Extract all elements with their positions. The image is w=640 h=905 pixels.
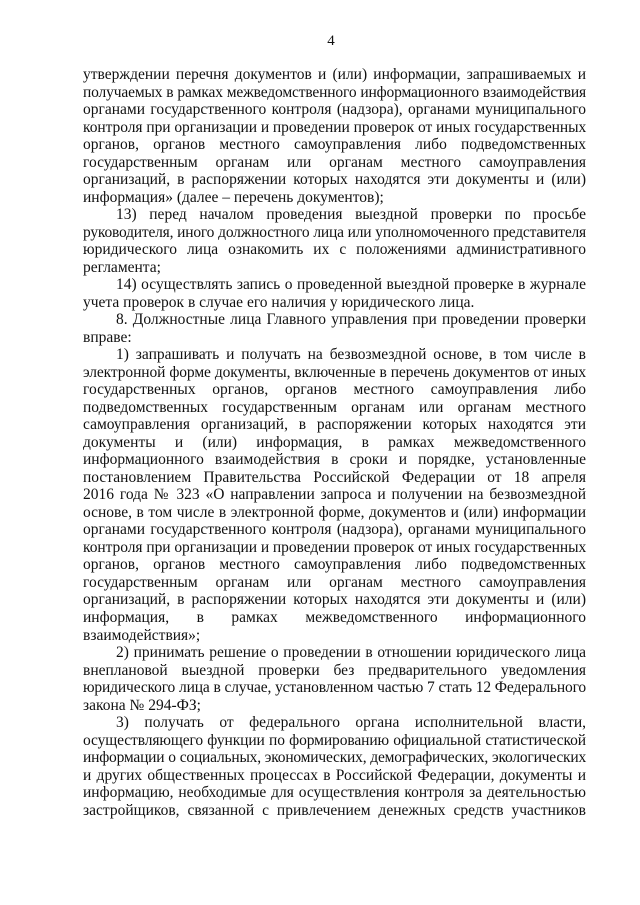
page-number: 4 [327,33,335,49]
text-line: 8. Должностные лица Главного управления при проведении проверки [116,311,586,329]
text-line: осуществляющего функции по формированию официальной статистической [83,731,586,749]
text-line: документы и (или) информация, в рамках межведомственного [83,433,586,451]
text-line: контроля при организации и проведении проверок от иных государственных [83,118,587,136]
text-line: информационного взаимодействия в сроки и порядке, установленные [83,451,586,469]
text-line: органами государственного контроля (надзора), органами муниципального [83,101,586,119]
document-body [83,66,586,819]
text-line: застройщиков, связанной с привлечением денежных средств участников [83,801,586,819]
text-line: 14) осуществлять запись о проведенной выездной проверке в журнале [116,276,586,294]
text-line: внеплановой выездной проверки без предварительного уведомления [83,661,586,679]
text-line: информация, в рамках межведомственного информационного [83,608,586,626]
text-line: юридического лица в случае, установленном частью 7 стать 12 Федерального [83,679,586,697]
text-line: электронной форме документы, включенные в перечень документов от иных [83,363,586,381]
text-line: государственным органам или органам местного самоуправления [83,153,586,171]
text-line: учета проверок в случае его наличия у юридического лица. [83,293,475,311]
paragraph-continuation [83,66,586,206]
text-line: взаимодействия»; [83,626,201,644]
text-line: закона № 294-ФЗ; [83,696,201,714]
paragraph-subitem-1 [83,346,586,644]
paragraph-section-8 [83,311,586,346]
text-line: и других общественных процессах в Российской Федерации, документы и [83,766,586,784]
text-line: получаемых в рамках межведомственного информационного взаимодействия [83,83,586,101]
paragraph-subitem-3 [83,714,586,819]
text-line: 3) получать от федерального органа исполнительной власти, [116,714,586,732]
paragraph-item-13 [83,206,586,276]
text-line: 2016 года № 323 «О направлении запроса и получении на безвозмездной [83,486,586,504]
text-line: 2) принимать решение о проведении в отношении юридического лица [116,644,586,662]
text-line: органами государственного контроля (надзора), органами муниципального [83,521,586,539]
text-line: государственных органов, органов местного самоуправления либо [83,381,586,399]
text-line: информацию, необходимые для осуществления контроля за деятельностью [83,784,586,802]
text-line: подведомственных государственным органам или органам местного [83,398,586,416]
paragraph-item-14 [83,276,586,311]
text-line: 1) запрашивать и получать на безвозмездной основе, в том числе в [116,346,586,364]
text-line: постановлением Правительства Российской Федерации от 18 апреля [83,468,586,486]
text-line: утверждении перечня документов и (или) информации, запрашиваемых и [83,66,586,83]
text-line: 13) перед началом проведения выездной проверки по просьбе [116,206,586,224]
text-line: организаций, в распоряжении которых находятся эти документы и (или) [83,591,586,609]
text-line: руководителя, иного должностного лица или уполномоченного представителя [83,223,586,241]
text-line: органов, органов местного самоуправления либо подведомственных [83,556,586,574]
text-line: информации о социальных, экономических, демографических, экологических [83,749,586,767]
text-line: регламента; [83,258,161,276]
text-line: основе, в том числе в электронной форме, документов и (или) информации [83,503,586,521]
text-line: организаций, в распоряжении которых находятся эти документы и (или) [83,171,586,189]
text-line: юридического лица ознакомить их с положениями административного [83,241,586,259]
text-line: вправе: [83,328,132,346]
paragraph-subitem-2 [83,644,586,714]
text-line: информация» (далее – перечень документов); [83,188,384,206]
text-line: органов, органов местного самоуправления либо подведомственных [83,136,586,154]
text-line: самоуправления организаций, в распоряжении которых находятся эти [83,416,586,434]
text-line: государственным органам или органам местного самоуправления [83,573,586,591]
text-line: контроля при организации и проведении проверок от иных государственных [83,538,587,556]
